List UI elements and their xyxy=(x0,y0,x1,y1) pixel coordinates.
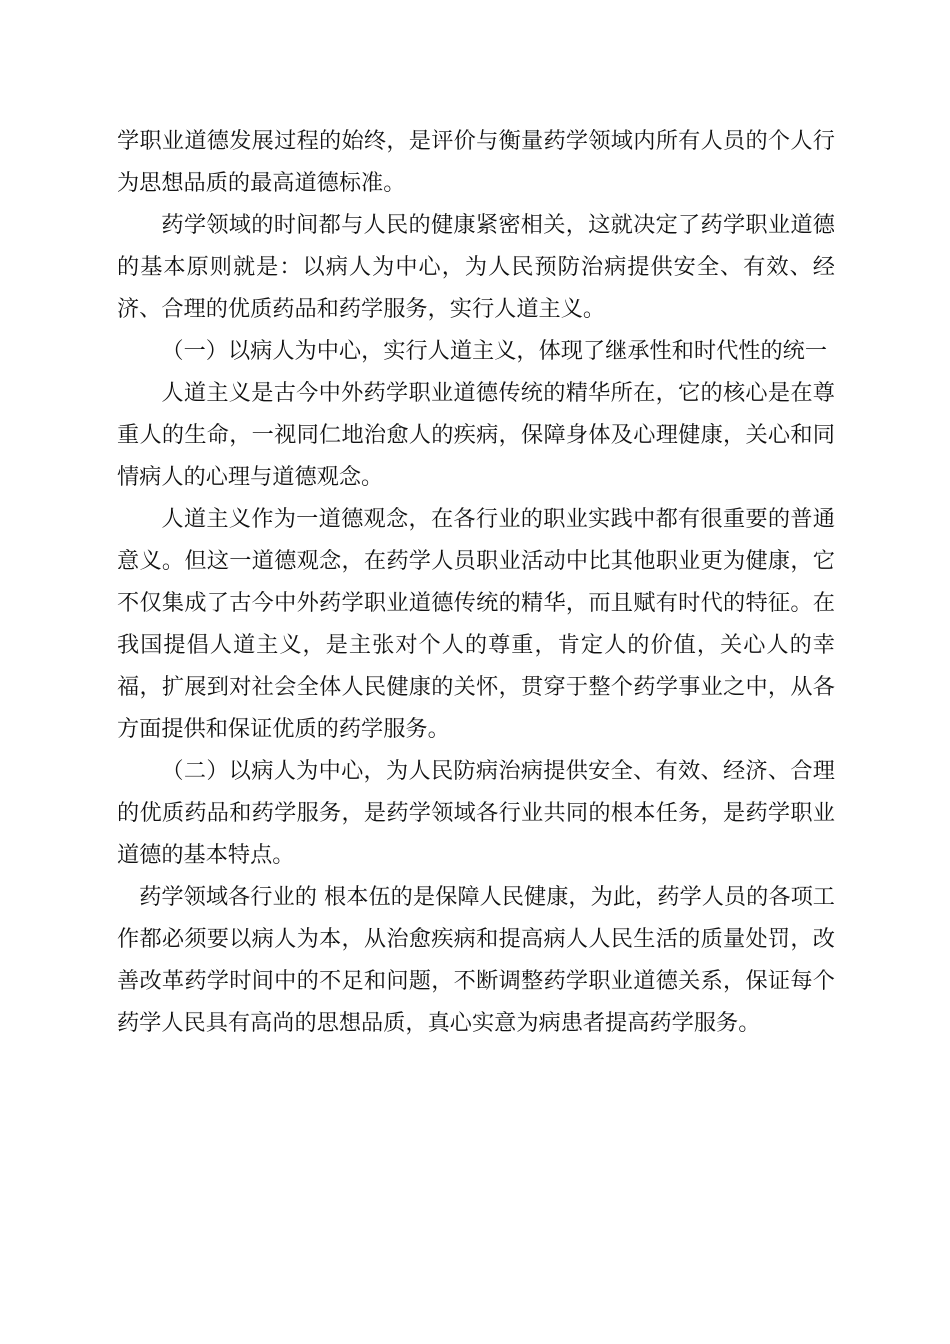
paragraph-continuation: 学职业道德发展过程的始终，是评价与衡量药学领域内所有人员的个人行为思想品质的最高道德标准。 xyxy=(117,128,835,196)
paragraph-principle: 药学领域的时间都与人民的健康紧密相关，这就决定了药学职业道德的基本原则就是：以病人为中心，为人民预防治病提供安全、有效、经济、合理的优质药品和药学服务，实行人道主义。 xyxy=(117,212,835,322)
paragraph-humanism-practice: 人道主义作为一道德观念，在各行业的职业实践中都有很重要的普通意义。但这一道德观念，在药学人员职业活动中比其他职业更为健康，它不仅集成了古今中外药学职业道德传统的精华，而且赋有时代的特征。在我国提倡人道主义，是主张对个人的尊重，肯定人的价值，关心人的幸福，扩展到对社会全体人民健康的关怀，贯穿于整个药学事业之中，从各方面提供和保证优质的药学服务。 xyxy=(117,506,835,742)
paragraph-fundamental-task: 药学领域各行业的 根本伍的是保障人民健康，为此，药学人员的各项工作都必须要以病人为本，从治愈疾病和提高病人人民生活的质量处罚，改善改革药学时间中的不足和问题，不断调整药学职业道德关系，保证每个药学人民具有高尚的思想品质，真心实意为病患者提高药学服务。 xyxy=(117,884,835,1036)
section-heading-1: （一）以病人为中心，实行人道主义，体现了继承性和时代性的统一 xyxy=(161,338,828,364)
paragraph-humanism-core: 人道主义是古今中外药学职业道德传统的精华所在，它的核心是在尊重人的生命，一视同仁地治愈人的疾病，保障身体及心理健康，关心和同情病人的心理与道德观念。 xyxy=(117,380,835,490)
document-body xyxy=(117,120,835,1044)
section-heading-2: （二）以病人为中心，为人民防病治病提供安全、有效、经济、合理的优质药品和药学服务，是药学领域各行业共同的根本任务，是药学职业道德的基本特点。 xyxy=(117,758,835,868)
